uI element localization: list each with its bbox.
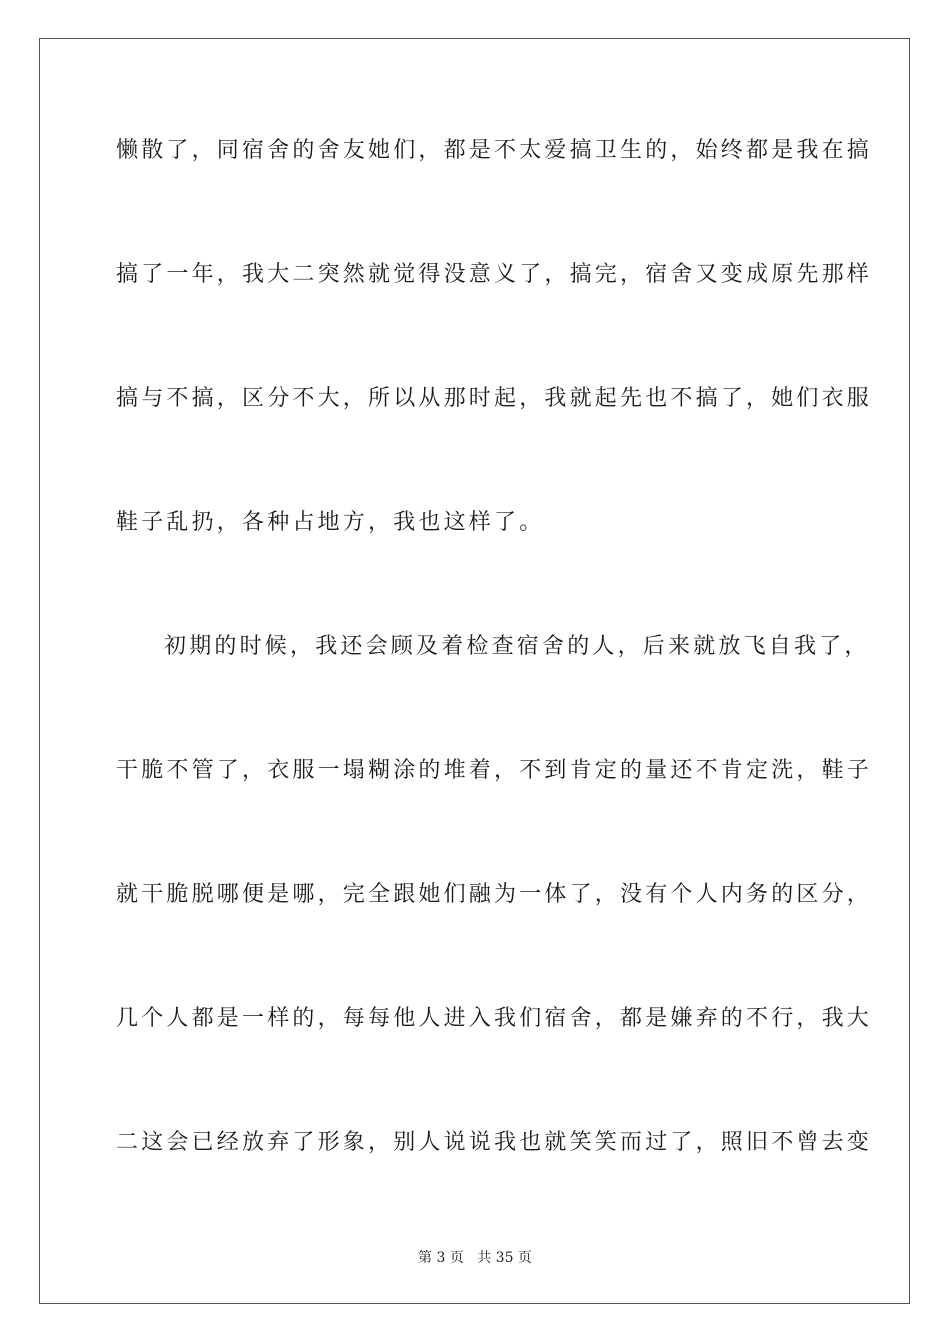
body-text-line: 几个人都是一样的，每每他人进入我们宿舍，都是嫌弃的不行，我大 (116, 1006, 873, 1031)
body-text-line: 二这会已经放弃了形象，别人说说我也就笑笑而过了，照旧不曾去变 (116, 1130, 873, 1155)
page-number: 第 3 页 (418, 1250, 464, 1266)
body-text-line: 懒散了，同宿舍的舍友她们，都是不太爱搞卫生的，始终都是我在搞 (116, 138, 873, 163)
body-text-line: 干脆不管了，衣服一塌糊涂的堆着，不到肯定的量还不肯定洗，鞋子 (116, 758, 873, 783)
body-text-line: 搞了一年，我大二突然就觉得没意义了，搞完，宿舍又变成原先那样 (116, 262, 873, 287)
page-total: 共 35 页 (477, 1250, 532, 1266)
paragraph-start-line: 初期的时候，我还会顾及着检查宿舍的人，后来就放飞自我了， (164, 634, 870, 659)
page-footer (0, 1248, 950, 1268)
page-border (39, 38, 910, 1304)
body-text-line: 搞与不搞，区分不大，所以从那时起，我就起先也不搞了，她们衣服 (116, 386, 873, 411)
body-text-line: 鞋子乱扔，各种占地方，我也这样了。 (116, 510, 545, 535)
body-text-line: 就干脆脱哪便是哪，完全跟她们融为一体了，没有个人内务的区分， (116, 882, 873, 907)
